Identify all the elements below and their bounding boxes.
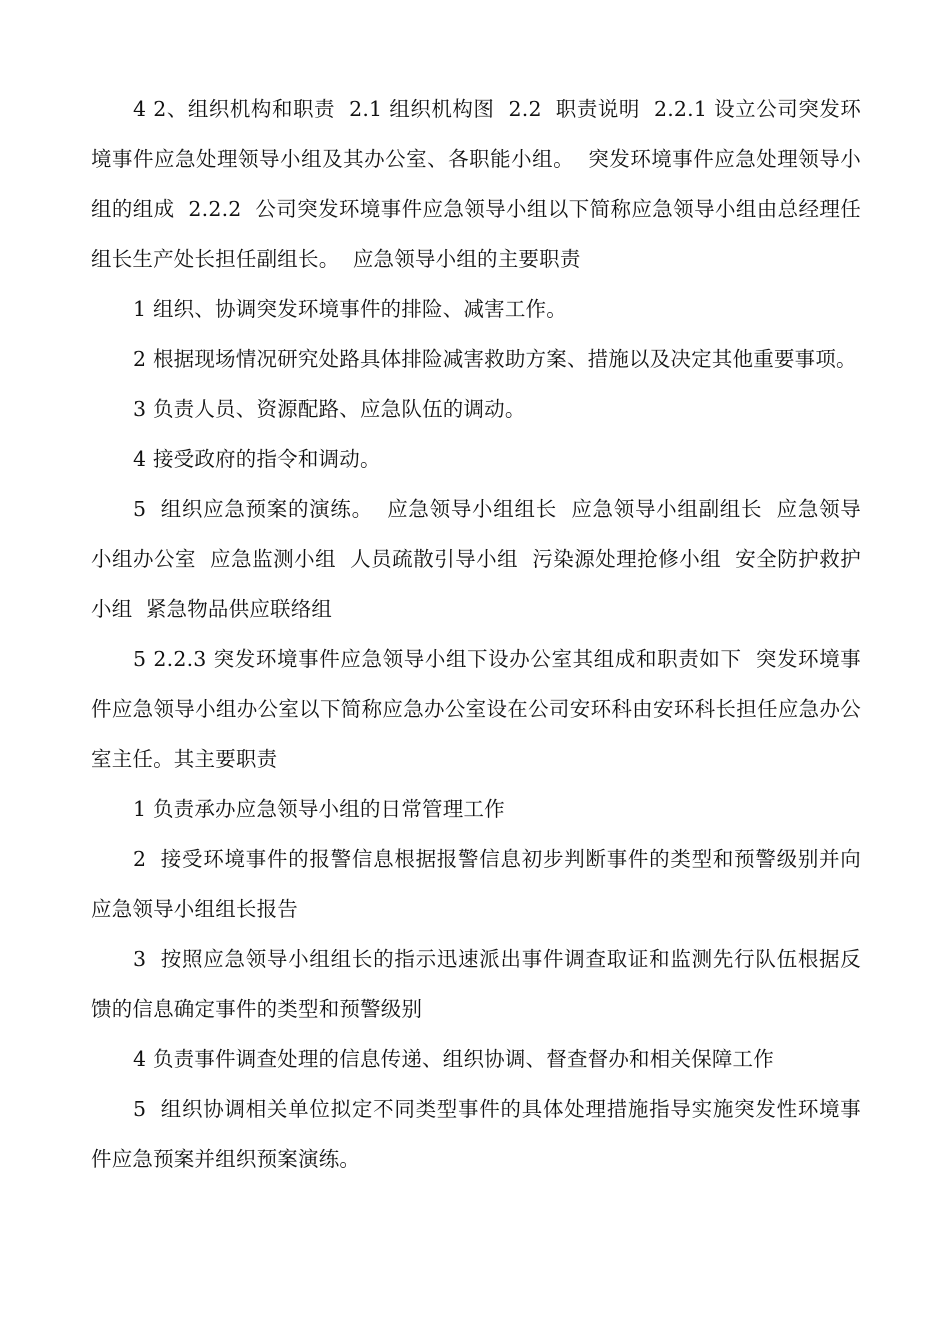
paragraph-duty-4: 4 接受政府的指令和调动。 [133,447,381,471]
paragraph-duty-3: 3 负责人员、资源配路、应急队伍的调动。 [133,397,526,421]
paragraph-office-duty-2: 2 接受环境事件的报警信息根据报警信息初步判断事件的类型和预警级别并向应急领导小组组长报告 [91,847,861,921]
document-page [91,84,861,1184]
paragraph-duty-5-groups: 5 组织应急预案的演练。 应急领导小组组长 应急领导小组副组长 应急领导小组办公室 应急监测小组 人员疏散引导小组 污染源处理抢修小组 安全防护救护小组 紧急物品供应联络组 [91,497,861,621]
paragraph-office-duty-4: 4 负责事件调查处理的信息传递、组织协调、督查督办和相关保障工作 [133,1047,774,1071]
paragraph-office-duty-3: 3 按照应急领导小组组长的指示迅速派出事件调查取证和监测先行队伍根据反馈的信息确定事件的类型和预警级别 [91,947,861,1021]
paragraph-duty-1: 1 组织、协调突发环境事件的排险、减害工作。 [133,297,567,321]
paragraph-office-duty-1: 1 负责承办应急领导小组的日常管理工作 [133,797,505,821]
paragraph-office-setup: 5 2.2.3 突发环境事件应急领导小组下设办公室其组成和职责如下 突发环境事件应急领导小组办公室以下简称应急办公室设在公司安环科由安环科长担任应急办公室主任。其主要职责 [91,647,861,771]
paragraph-org-structure: 4 2、组织机构和职责 2.1 组织机构图 2.2 职责说明 2.2.1 设立公司突发环境事件应急处理领导小组及其办公室、各职能小组。 突发环境事件应急处理领导小组的组成 2.2.2 公司突发环境事件应急领导小组以下简称应急领导小组由总经理任组长生产处长担任副组长。 应急领导小组的主要职责 [91,97,861,271]
paragraph-office-duty-5: 5 组织协调相关单位拟定不同类型事件的具体处理措施指导实施突发性环境事件应急预案并组织预案演练。 [91,1097,861,1171]
paragraph-duty-2: 2 根据现场情况研究处路具体排险减害救助方案、措施以及决定其他重要事项。 [133,347,857,371]
